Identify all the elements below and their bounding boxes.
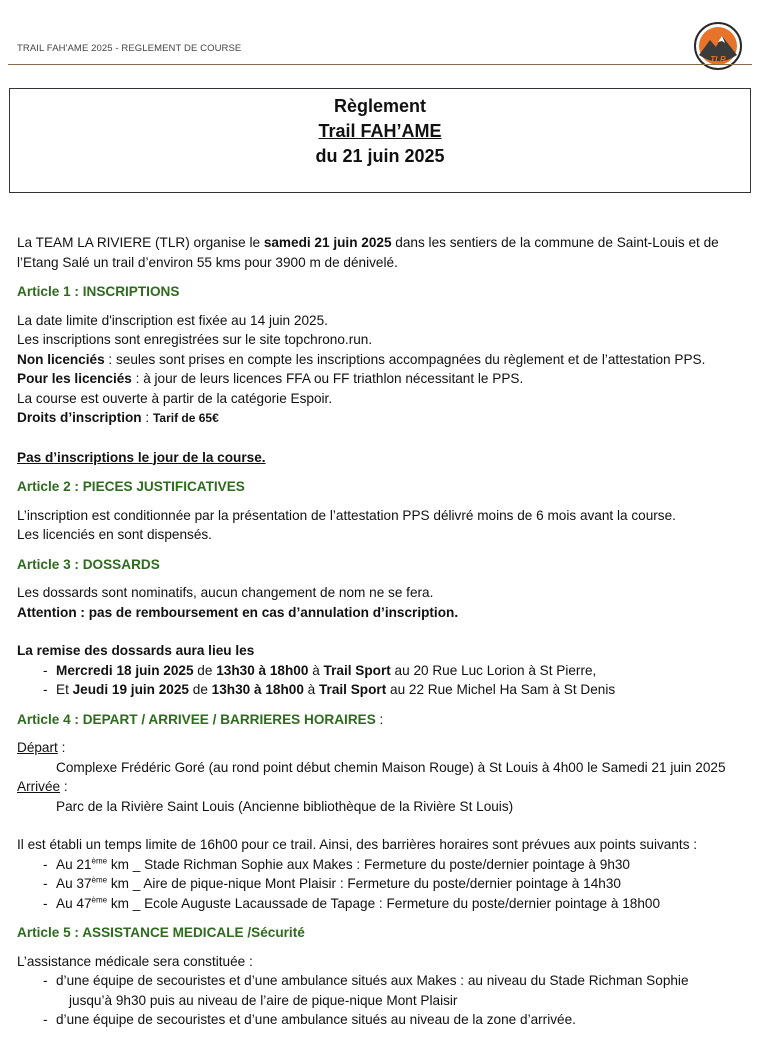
arrivee-label: Arrivée : (17, 779, 68, 794)
article3-line1: Les dossards sont nominatifs, aucun changement de nom ne se fera. (17, 585, 434, 600)
article2-heading: Article 2 : PIECES JUSTIFICATIVES (17, 479, 245, 494)
article1-note: Pas d’inscriptions le jour de la course. (17, 449, 266, 465)
dossard-list (17, 661, 752, 700)
article5-heading: Article 5 : ASSISTANCE MEDICALE /Sécurité (17, 925, 305, 940)
team-logo (694, 22, 742, 70)
article5-line1: L’assistance médicale sera constituée : (17, 953, 253, 969)
article3-heading: Article 3 : DOSSARDS (17, 556, 160, 572)
article1-line6: Droits d’inscription : Tarif de 65€ (17, 410, 219, 425)
article2-line1: L’inscription est conditionnée par la présentation de l’attestation PPS délivré moins de 6 mois avant la course. (17, 507, 676, 523)
dossard-item-1: - Mercredi 18 juin 2025 de 13h30 à 18h00 à Trail Sport au 20 Rue Luc Lorion à St Pierre, (17, 661, 752, 681)
article4-heading: Article 4 : DEPART / ARRIVEE / BARRIERES HORAIRES : (17, 711, 384, 727)
barrier-list (17, 855, 752, 914)
depart-label: Départ : (17, 740, 66, 755)
article1-line1: La date limite d'inscription est fixée au 14 juin 2025. (17, 312, 328, 328)
medical-item-1: - d’une équipe de secouristes et d’une ambulance situés aux Makes : au niveau du Stade Richman Sophie (17, 971, 752, 991)
article2-line2: Les licenciés en sont dispensés. (17, 527, 212, 542)
barrier-item: - Au 21ème km _ Stade Richman Sophie aux Makes : Fermeture du poste/dernier pointage à 9h30 (17, 855, 752, 875)
medical-item-1-cont: jusqu’à 9h30 puis au niveau de l’aire de pique-nique Mont Plaisir (69, 992, 458, 1008)
header-divider (8, 64, 752, 65)
title-line3: du 21 juin 2025 (315, 146, 445, 166)
rules-content (17, 233, 752, 1030)
time-limit: Il est établi un temps limite de 16h00 pour ce trail. Ainsi, des barrières horaires sont prévues aux points suivants : (17, 837, 698, 852)
title-box (9, 88, 751, 193)
article1-line2: Les inscriptions sont enregistrées sur le site topchrono.run. (17, 332, 373, 347)
arrivee-value: Parc de la Rivière Saint Louis (Ancienne bibliothèque de la Rivière St Louis) (56, 798, 514, 814)
header-title: TRAIL FAH'AME 2025 - REGLEMENT DE COURSE (17, 43, 242, 54)
article1-line3: Non licenciés : seules sont prises en compte les inscriptions accompagnées du règlement et de l’attestation PPS. (17, 351, 706, 367)
barrier-item: - Au 37ème km _ Aire de pique-nique Mont Plaisir : Fermeture du poste/dernier pointage à 14h30 (17, 874, 752, 894)
article3-remise: La remise des dossards aura lieu les (17, 643, 255, 658)
logo-text: TLR (710, 55, 726, 64)
medical-list (17, 971, 752, 991)
intro-paragraph: La TEAM LA RIVIERE (TLR) organise le samedi 21 juin 2025 dans les sentiers de la commune de Saint-Louis et de l’Etang Salé un trail d’environ 55 kms pour 3900 m de dénivelé. (17, 235, 719, 270)
medical-list-2 (17, 1010, 752, 1030)
dossard-item-2: - Et Jeudi 19 juin 2025 de 13h30 à 18h00 à Trail Sport au 22 Rue Michel Ha Sam à St Denis (17, 680, 752, 700)
article1-line4: Pour les licenciés : à jour de leurs licences FFA ou FF triathlon nécessitant le PPS. (17, 371, 524, 386)
article3-line2: Attention : pas de remboursement en cas d’annulation d’inscription. (17, 604, 459, 620)
article1-heading: Article 1 : INSCRIPTIONS (17, 284, 180, 299)
title-line1: Règlement (333, 96, 427, 116)
article1-line5: La course est ouverte à partir de la catégorie Espoir. (17, 390, 333, 406)
medical-item-2: - d’une équipe de secouristes et d’une ambulance situés au niveau de la zone d’arrivée. (17, 1010, 752, 1030)
depart-value: Complexe Frédéric Goré (au rond point début chemin Maison Rouge) à St Louis à 4h00 le Samedi 21 juin 2025 (56, 759, 726, 775)
barrier-item: - Au 47ème km _ Ecole Auguste Lacaussade de Tapage : Fermeture du poste/dernier pointage à 18h00 (17, 894, 752, 914)
title-line2: Trail FAH’AME (318, 121, 442, 141)
